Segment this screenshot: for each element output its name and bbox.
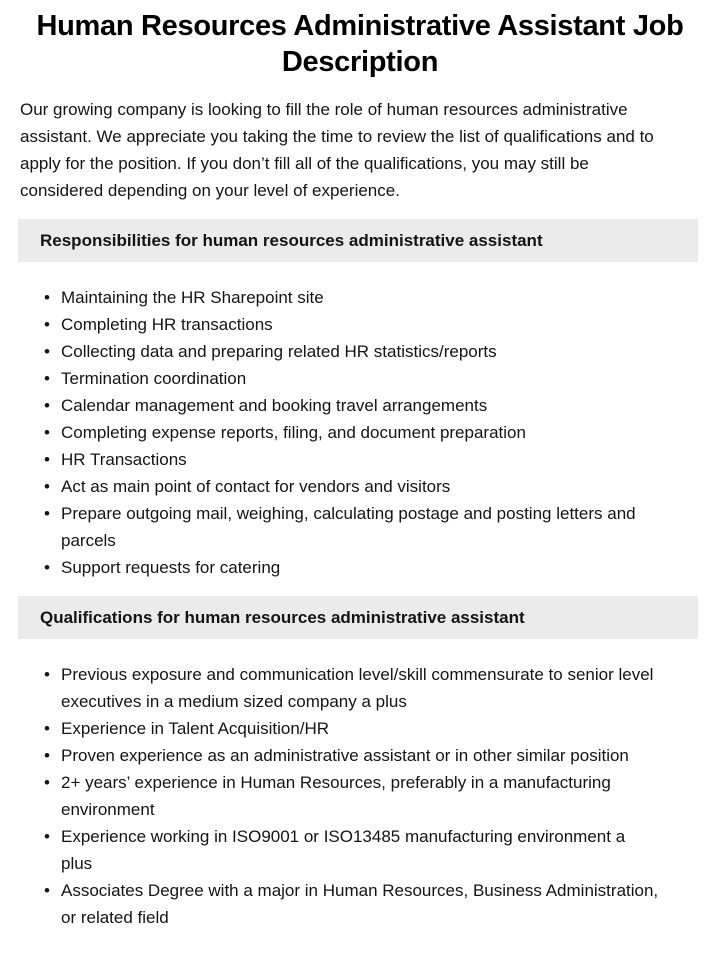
- responsibilities-section-heading: Responsibilities for human resources administrative assistant: [18, 219, 698, 262]
- list-item: • Act as main point of contact for vendors and visitors: [61, 473, 661, 500]
- page-title: Human Resources Administrative Assistant Job Description: [36, 10, 684, 78]
- qualifications-list: [0, 661, 661, 931]
- qualifications-section-heading: Qualifications for human resources administrative assistant: [18, 596, 698, 639]
- responsibilities-list: [0, 284, 661, 581]
- list-item: • Completing HR transactions: [61, 311, 661, 338]
- list-item: • HR Transactions: [61, 446, 661, 473]
- list-item: • Previous exposure and communication level/skill commensurate to senior level executives in a medium sized company a plus: [61, 661, 661, 715]
- list-item: • Completing expense reports, filing, and document preparation: [61, 419, 661, 446]
- list-item: • Maintaining the HR Sharepoint site: [61, 284, 661, 311]
- list-item: • Termination coordination: [61, 365, 661, 392]
- list-item: • Experience working in ISO9001 or ISO13485 manufacturing environment a plus: [61, 823, 661, 877]
- list-item: • Support requests for catering: [61, 554, 661, 581]
- list-item: • Collecting data and preparing related HR statistics/reports: [61, 338, 661, 365]
- list-item: • Calendar management and booking travel arrangements: [61, 392, 661, 419]
- responsibilities-section: [0, 219, 720, 581]
- list-item: • 2+ years’ experience in Human Resources, preferably in a manufacturing environment: [61, 769, 661, 823]
- intro-paragraph: Our growing company is looking to fill the role of human resources administrative assistant. We appreciate you taking the time to review the list of qualifications and to apply for the position. If you don’t fill all of the qualifications, you may still be considered depending on your level of experience.: [20, 100, 654, 200]
- list-item: • Associates Degree with a major in Human Resources, Business Administration, or related field: [61, 877, 661, 931]
- list-item: • Proven experience as an administrative assistant or in other similar position: [61, 742, 661, 769]
- list-item: • Experience in Talent Acquisition/HR: [61, 715, 661, 742]
- qualifications-section: [0, 596, 720, 931]
- list-item: • Prepare outgoing mail, weighing, calculating postage and posting letters and parcels: [61, 500, 661, 554]
